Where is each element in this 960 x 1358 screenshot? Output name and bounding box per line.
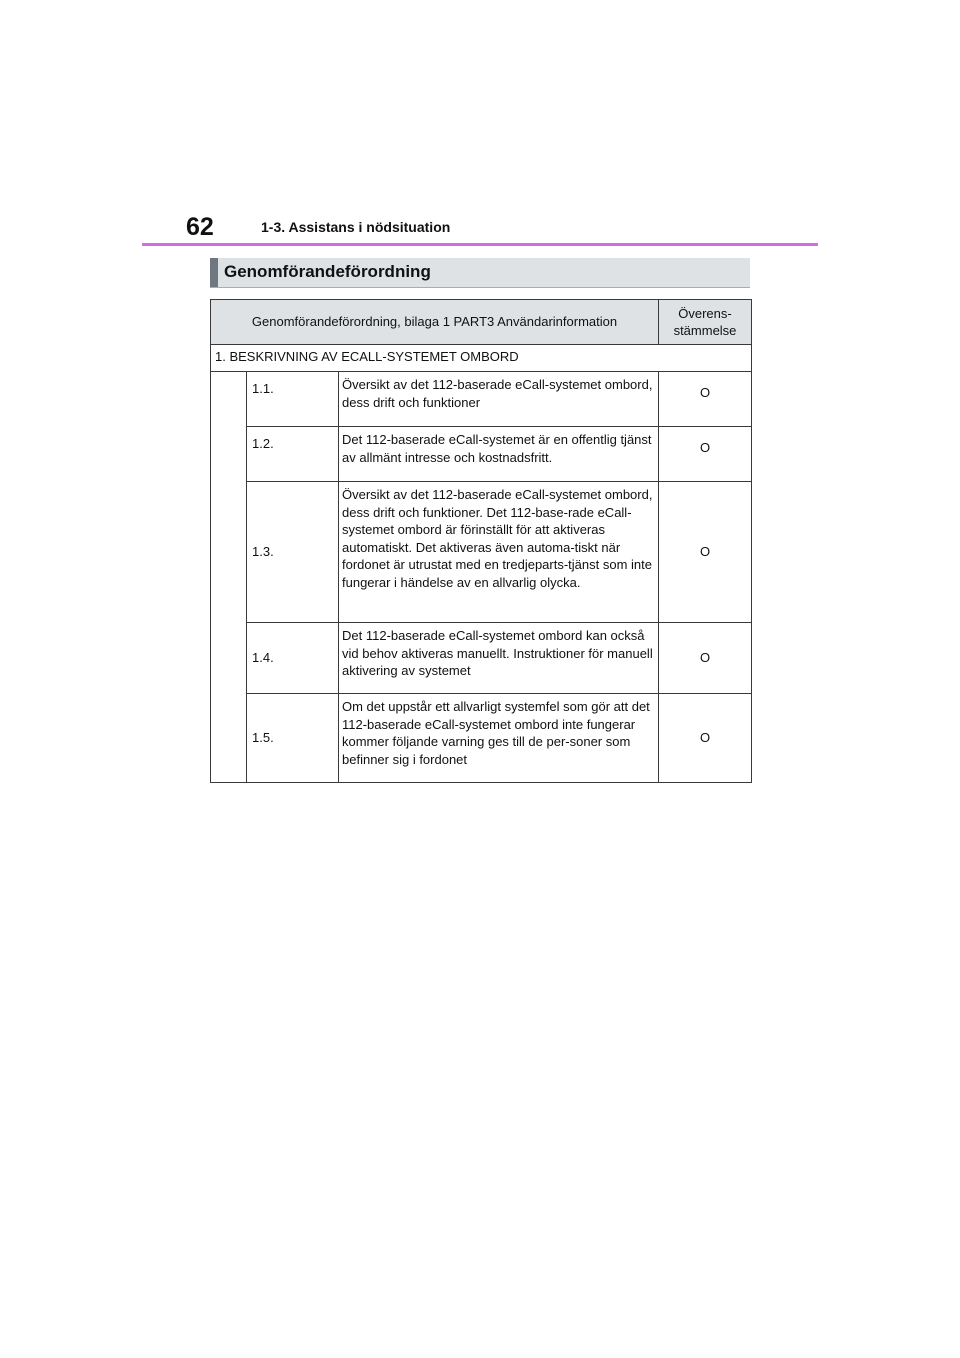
table-row bbox=[211, 427, 752, 482]
row-number: 1.1. bbox=[247, 372, 339, 427]
row-conformity: O bbox=[659, 372, 752, 427]
row-number: 1.2. bbox=[247, 427, 339, 482]
header-divider bbox=[142, 243, 818, 246]
header-conformity: Överens- stämmelse bbox=[659, 300, 752, 345]
indent-cell bbox=[211, 372, 247, 783]
row-description: Översikt av det 112-baserade eCall-systemet ombord, dess drift och funktioner bbox=[339, 372, 659, 427]
heading-title: Genomförandeförordning bbox=[224, 262, 431, 281]
table-header-row bbox=[211, 300, 752, 345]
heading-box bbox=[210, 258, 750, 288]
row-conformity: O bbox=[659, 427, 752, 482]
row-number: 1.4. bbox=[247, 623, 339, 694]
regulation-table bbox=[210, 299, 752, 783]
section-title-cell: 1. BESKRIVNING AV ECALL-SYSTEMET OMBORD bbox=[211, 345, 752, 372]
header-regulation: Genomförandeförordning, bilaga 1 PART3 Användarinformation bbox=[211, 300, 659, 345]
section-row bbox=[211, 345, 752, 372]
table-row bbox=[211, 372, 752, 427]
row-conformity: O bbox=[659, 694, 752, 783]
row-conformity: O bbox=[659, 623, 752, 694]
table-row bbox=[211, 482, 752, 623]
page-number: 62 bbox=[186, 213, 214, 241]
table-row bbox=[211, 623, 752, 694]
row-number: 1.5. bbox=[247, 694, 339, 783]
row-description: Det 112-baserade eCall-systemet är en offentlig tjänst av allmänt intresse och kostnadsfritt. bbox=[339, 427, 659, 482]
table-row bbox=[211, 694, 752, 783]
row-description: Det 112-baserade eCall-systemet ombord kan också vid behov aktiveras manuellt. Instruktioner för manuell aktivering av systemet bbox=[339, 623, 659, 694]
row-conformity: O bbox=[659, 482, 752, 623]
row-description: Översikt av det 112-baserade eCall-systemet ombord, dess drift och funktioner. Det 112-base-rade eCall-systemet ombord är förinställt för att aktiveras automatiskt. Det aktiveras även automa-tiskt när fordonet är utrustat med en tredjeparts-tjänst som inte fungerar i händelse av en allvarlig olycka. bbox=[339, 482, 659, 623]
row-number: 1.3. bbox=[247, 482, 339, 623]
heading-accent-bar bbox=[210, 258, 218, 287]
row-description: Om det uppstår ett allvarligt systemfel som gör att det 112-baserade eCall-systemet ombord inte fungerar kommer följande varning ges till de per-soner som befinner sig i fordonet bbox=[339, 694, 659, 783]
section-title: 1-3. Assistans i nödsituation bbox=[261, 219, 451, 235]
